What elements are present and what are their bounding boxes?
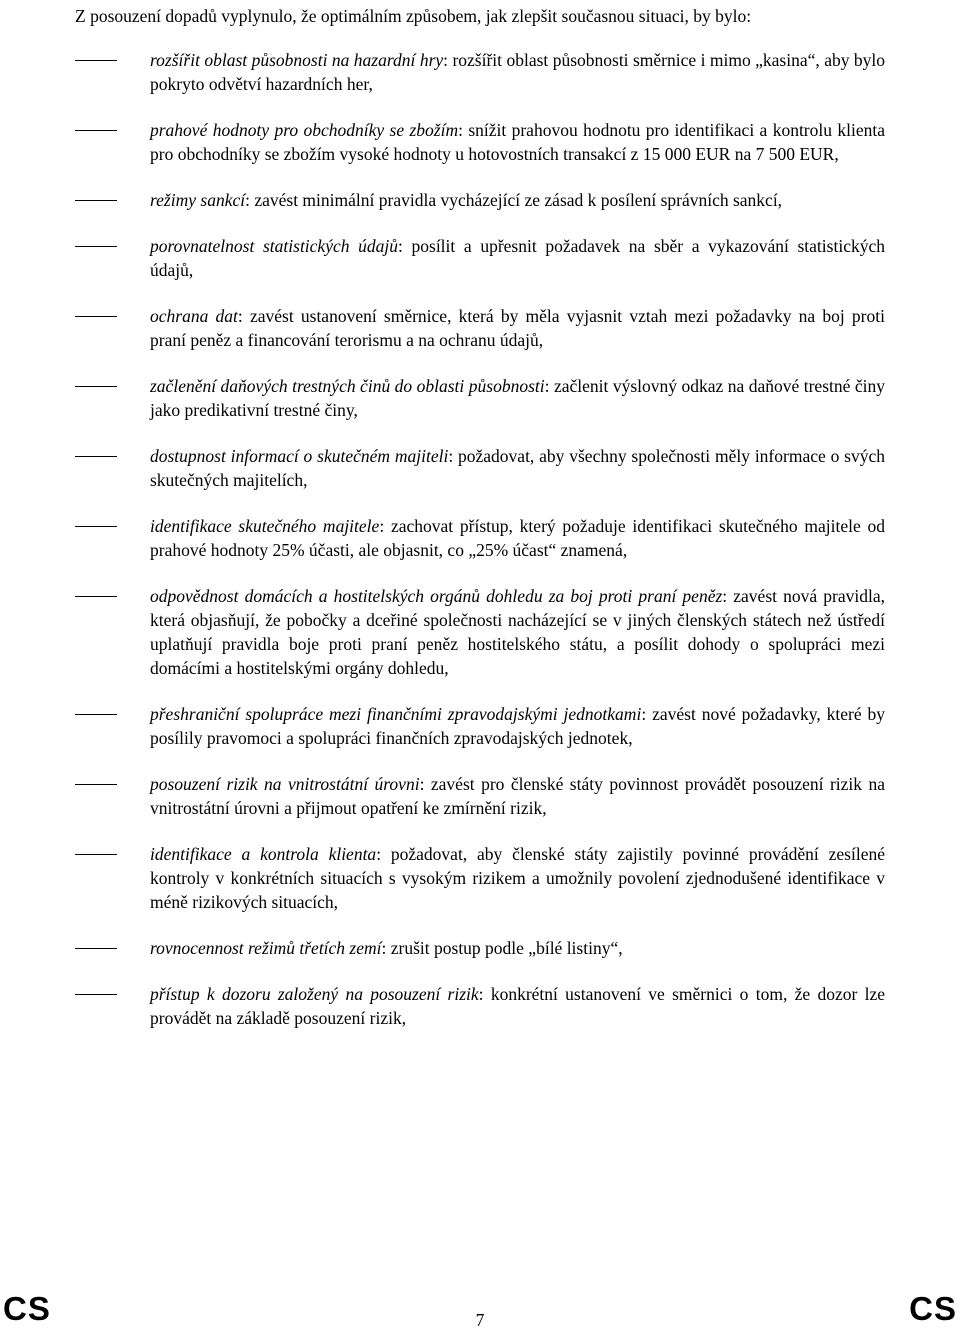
page-number: 7 <box>475 1310 485 1330</box>
intro-paragraph: Z posouzení dopadů vyplynulo, že optimálním způsobem, jak zlepšit současnou situaci, by bylo: <box>75 6 752 26</box>
dash-bullet <box>75 200 117 201</box>
item-term: dostupnost informací o skutečném majiteli <box>150 446 449 466</box>
options-list <box>75 48 885 1030</box>
item-term: porovnatelnost statistických údajů <box>150 236 398 256</box>
item-term: prahové hodnoty pro obchodníky se zbožím <box>150 120 459 140</box>
item-term: odpovědnost domácích a hostitelských orgánů dohledu za boj proti praní peněz <box>150 586 723 606</box>
item-term: začlenění daňových trestných činů do oblasti působnosti <box>150 376 545 396</box>
list-item <box>75 444 885 492</box>
item-text: : požadovat, aby všechny společnosti měly informace o svých skutečných majitelích, <box>150 446 885 490</box>
dash-bullet <box>75 456 117 457</box>
dash-bullet <box>75 714 117 715</box>
list-item <box>75 188 885 212</box>
dash-bullet <box>75 526 117 527</box>
item-term: přístup k dozoru založený na posouzení rizik <box>150 984 479 1004</box>
list-item <box>75 772 885 820</box>
dash-bullet <box>75 386 117 387</box>
dash-bullet <box>75 130 117 131</box>
item-text: : zavést ustanovení směrnice, která by měla vyjasnit vztah mezi požadavky na boj proti praní peněz a financování terorismu a na ochranu údajů, <box>150 306 885 350</box>
list-item <box>75 936 885 960</box>
dash-bullet <box>75 246 117 247</box>
item-text: : posílit a upřesnit požadavek na sběr a vykazování statistických údajů, <box>150 236 885 280</box>
item-text: : rozšířit oblast působnosti směrnice i mimo „kasina“, aby bylo pokryto odvětví hazardních her, <box>150 50 886 94</box>
list-item <box>75 842 885 914</box>
list-item <box>75 374 885 422</box>
item-term: přeshraniční spolupráce mezi finančními zpravodajskými jednotkami <box>150 704 642 724</box>
list-item <box>75 584 885 680</box>
item-term: rozšířit oblast působnosti na hazardní hry <box>150 50 444 70</box>
document-body <box>75 0 885 1030</box>
list-item <box>75 304 885 352</box>
item-text: : zavést nová pravidla, která objasňují, že pobočky a dceřiné společnosti nacházející se v jiných členských státech než ústředí uplatňují pravidla boje proti praní peněz hostitelského státu, a posílit dohody o spolupráci mezi domácími a hostitelskými orgány dohledu, <box>150 586 885 678</box>
item-text: : zavést pro členské státy povinnost provádět posouzení rizik na vnitrostátní úrovni a přijmout opatření ke zmírnění rizik, <box>150 774 885 818</box>
list-item <box>75 514 885 562</box>
list-item <box>75 702 885 750</box>
item-term: ochrana dat <box>150 306 238 326</box>
list-item <box>75 118 885 166</box>
item-term: režimy sankcí <box>150 190 246 210</box>
dash-bullet <box>75 316 117 317</box>
dash-bullet <box>75 854 117 855</box>
item-text: : začlenit výslovný odkaz na daňové trestné činy jako predikativní trestné činy, <box>150 376 885 420</box>
item-text: : konkrétní ustanovení ve směrnici o tom, že dozor lze provádět na základě posouzení rizik, <box>150 984 885 1028</box>
list-item <box>75 982 885 1030</box>
dash-bullet <box>75 784 117 785</box>
list-item <box>75 48 885 96</box>
item-text: : zachovat přístup, který požaduje identifikaci skutečného majitele od prahové hodnoty 25% účasti, ale objasnit, co „25% účast“ znamená, <box>150 516 885 560</box>
language-code-left: CS <box>3 1290 51 1327</box>
dash-bullet <box>75 596 117 597</box>
item-text: : zavést nové požadavky, které by posílily pravomoci a spolupráci finančních zpravodajských jednotek, <box>150 704 885 748</box>
item-term: identifikace skutečného majitele <box>150 516 380 536</box>
item-term: identifikace a kontrola klienta <box>150 844 377 864</box>
dash-bullet <box>75 948 117 949</box>
item-text: : zrušit postup podle „bílé listiny“, <box>381 938 623 958</box>
item-text: : snížit prahovou hodnotu pro identifikaci a kontrolu klienta pro obchodníky se zbožím vysoké hodnoty u hotovostních transakcí z 15 000 EUR na 7 500 EUR, <box>150 120 885 164</box>
dash-bullet <box>75 60 117 61</box>
dash-bullet <box>75 994 117 995</box>
item-text: : zavést minimální pravidla vycházející ze zásad k posílení správních sankcí, <box>245 190 783 210</box>
item-term: posouzení rizik na vnitrostátní úrovni <box>150 774 420 794</box>
item-text: : požadovat, aby členské státy zajistily povinné provádění zesílené kontroly v konkrétních situacích s vysokým rizikem a umožnily povolení zjednodušené identifikace v méně rizikových situacích, <box>150 844 885 912</box>
list-item <box>75 234 885 282</box>
language-code-right: CS <box>909 1290 957 1327</box>
item-term: rovnocennost režimů třetích zemí <box>150 938 382 958</box>
